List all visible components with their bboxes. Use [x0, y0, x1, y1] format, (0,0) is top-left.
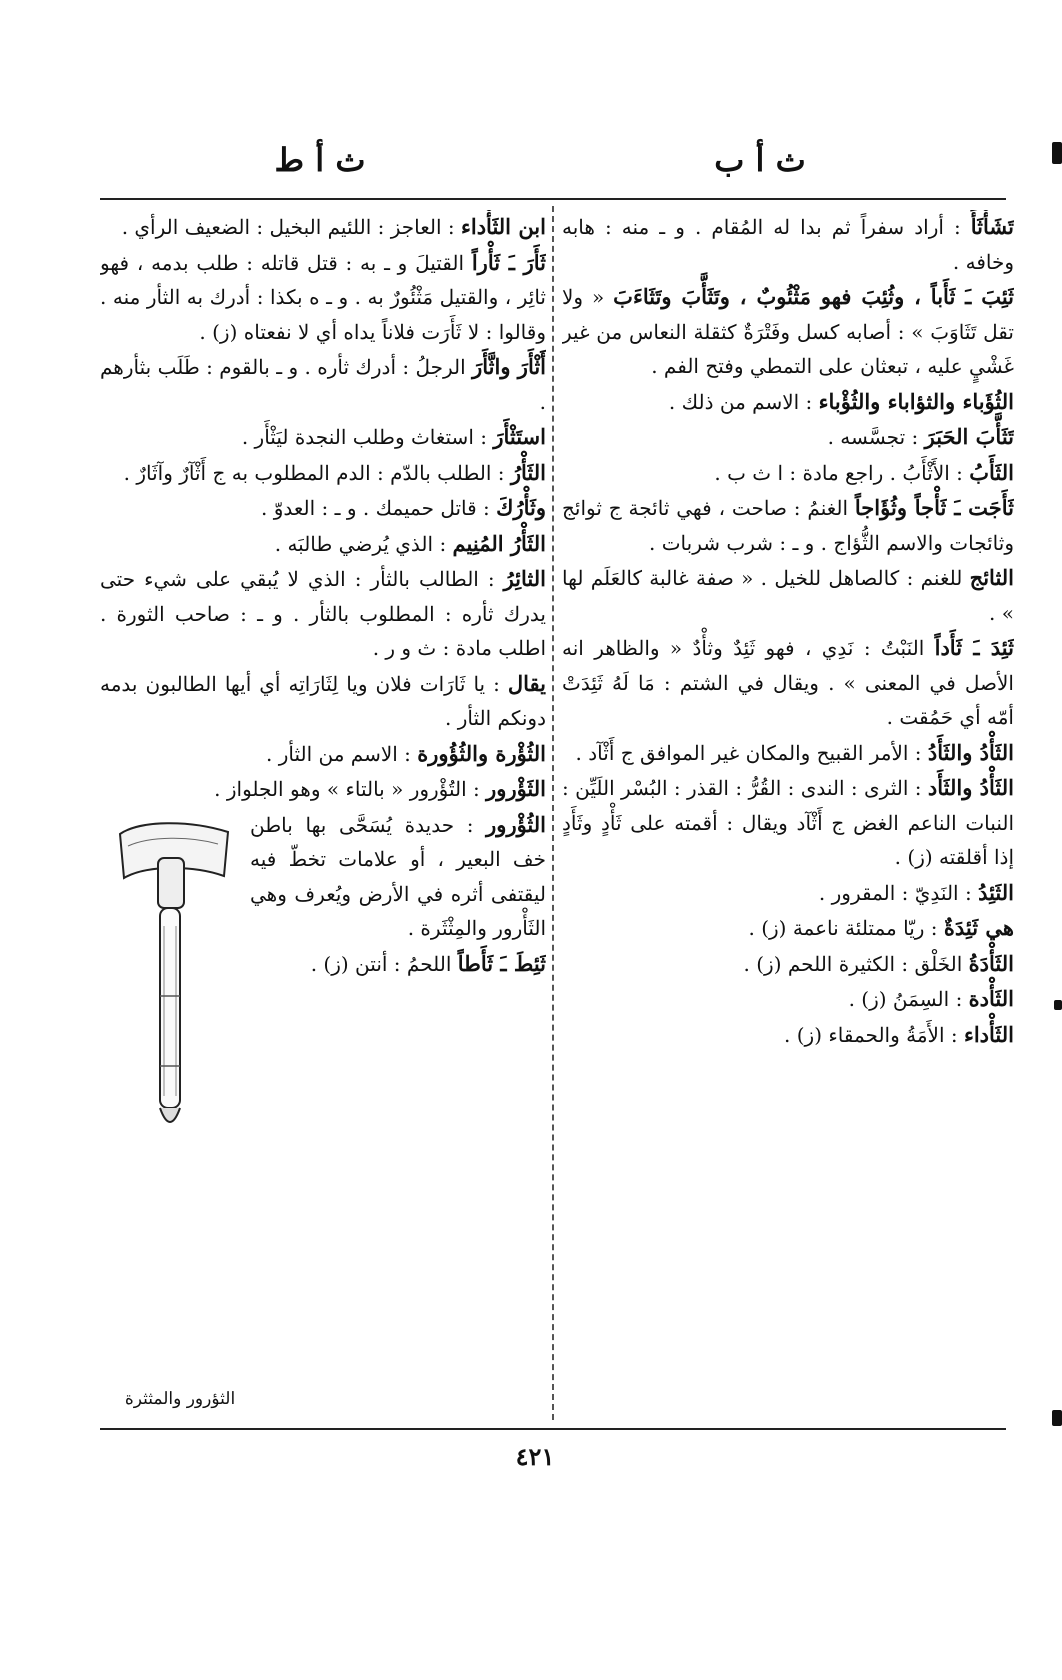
entry	[562, 210, 1014, 279]
definition: : ريّا ممتلئة ناعمة (ز) .	[748, 916, 938, 940]
entry	[562, 982, 1014, 1017]
definition: : التُؤْرور « بالتاء » وهو الجلواز .	[214, 777, 480, 801]
entry	[100, 491, 546, 526]
entry	[562, 491, 1014, 560]
entry	[562, 911, 1014, 946]
headword: الثَأَبُ	[969, 459, 1014, 485]
entry	[250, 947, 546, 982]
definition: : قاتل حميمك . و ـ : العدوّ .	[261, 496, 490, 520]
entry	[562, 771, 1014, 875]
definition: : حديدة يُسَحَّى بها باطن خف البعير ، أو علامات تخطّ فيه ليقتفى أثره في الأرض ويُعرف وهي الثَأْرور والمِثْثَرة .	[250, 812, 546, 940]
headword: هي ثَئِدَةٌ	[943, 915, 1014, 940]
headword: الثَئِدُ	[978, 879, 1014, 905]
entry	[562, 876, 1014, 911]
right-column-heading: ث أ ب	[714, 141, 806, 179]
entry	[562, 280, 1014, 384]
definition: النَبْتُ : نَدِي ، فهو ثَئِدٌ وثأْدٌ « والظاهر انه الأصل في المعنى » . ويقال في الشتم : مَا لَهُ ثَئِدَتْ أمّه أي حَمُقت .	[562, 636, 1014, 729]
definition: « ولا تقل تَثَاوَبَ » : أصابه كسل وفَتْرَةٌ كثقلة النعاس من غير غَشْيٍ عليه ، تبعثان على التمطي وفتح الفم .	[562, 285, 1014, 378]
definition: : العاجز : اللئيم البخيل : الضعيف الرأي .	[121, 215, 455, 239]
headword: الثَأْدُ والثَأَد	[927, 775, 1014, 800]
headword: الثائج	[969, 565, 1014, 590]
definition: للغنم : كالصاهل للخيل . « صفة غالبة كالعَلَم لها » .	[562, 566, 1014, 625]
headword: استَثْأَرَ	[493, 424, 546, 449]
definition: : الاسم من الثأر .	[265, 741, 411, 766]
definition: : الاسم من ذلك .	[668, 389, 813, 414]
headword: ثَئِدَ ـَ ثَأَداً	[934, 635, 1014, 660]
bottom-rule	[100, 1428, 1006, 1430]
scan-mark	[1052, 1410, 1062, 1426]
headword: وثَأْرُكَ	[496, 495, 546, 520]
page-number: ٤٢١	[515, 1442, 555, 1471]
definition: الغنمُ : صاحت ، فهي ثائجة ج ثوائج وثائجات والاسم الثُّؤاج . و ـ : شرب شربات .	[562, 496, 1014, 555]
definition: : أراد سفراً ثم بدا له المُقام . و ـ منه : هابه وخافه .	[562, 215, 1014, 274]
entry	[562, 947, 1014, 982]
entry	[100, 562, 546, 666]
entry	[100, 737, 546, 772]
entry	[562, 1018, 1014, 1053]
top-rule	[100, 198, 1006, 200]
entry	[100, 420, 546, 455]
headword: الثَأْدَةُ	[968, 950, 1014, 976]
headword: الثَأْرُ	[510, 459, 546, 485]
right-column	[562, 210, 1014, 1420]
column-divider	[552, 206, 554, 1420]
entry	[562, 385, 1014, 420]
headword: ثَئِطَ ـَ ثَأَطاً	[457, 950, 546, 976]
entry	[100, 527, 546, 562]
figure-block	[100, 808, 546, 982]
definition: : الطالب بالثأر : الذي لا يُبقي على شيء حتى يدرك ثأره : المطلوب بالثأر . و ـ : صاحب الثورة . اطلب مادة : ث و ر .	[100, 567, 546, 660]
definition: : الأَثْأَبُ . راجع مادة : ا ث ب .	[714, 460, 963, 485]
headword: يقال	[507, 670, 546, 696]
headword: الثُؤْرور	[486, 811, 546, 837]
definition: : النَدِيّ : المقرور .	[818, 880, 972, 905]
headword: الثَأْدة	[968, 986, 1014, 1011]
definition: : الأمر القبيح والمكان غير الموافق ج أَثْآد .	[575, 740, 922, 765]
entry	[100, 772, 546, 807]
entry	[250, 808, 546, 946]
scan-mark	[1052, 142, 1062, 164]
headword: أَثْأَرَ واثَّأَرَ	[472, 354, 546, 379]
left-column	[100, 210, 546, 1420]
definition: : الثرى : الندى : القُرُّ : القذر : البُسْر اللَيِّن : النبات الناعم الغض ج أَثْآد ويقال : أقمته على ثَأْدٍ وثَأَدٍ إذا أقلقته (ز) .	[562, 776, 1014, 869]
entry	[562, 736, 1014, 771]
entry	[562, 561, 1014, 630]
headword: تَثَأَّبَ الحَبَرَ	[924, 424, 1014, 449]
scan-mark	[1054, 1000, 1062, 1010]
definition: : السِمَنُ (ز) .	[848, 987, 963, 1011]
definition: القتيلَ و ـ به : قتل قاتله : طلب بدمه ، فهو ثائِر ، والقتيل مَثْئُورٌ به . و ـ ه بكذا : أدرك به الثأر منه . وقالوا : لا ثَأَرَت فلاناً يداه أي لا نفعتاه (ز) .	[100, 250, 546, 344]
figure-caption: الثؤرور والمثثرة	[124, 1389, 236, 1409]
entry	[562, 420, 1014, 455]
definition: : الذي يُرضي طالبَه .	[274, 531, 447, 556]
entry	[100, 350, 546, 419]
headword: الثَأْدُ والثَأَدُ	[927, 739, 1014, 765]
definition: : تجسَّسه .	[827, 425, 919, 449]
definition: : استغاث وطلب النجدة ليَثْأَر .	[241, 425, 487, 449]
headword: ثَأَجَت ـَ ثَأْجاً وثُؤَاجاً	[854, 495, 1014, 520]
entry	[100, 210, 546, 245]
definition: اللحمُ : أنتن (ز) .	[310, 951, 452, 976]
headword: الثُؤْرة والثُؤُورة	[417, 740, 546, 766]
definition: الرجلُ : أدرك ثأره . و ـ بالقوم : طَلَب بثأرهم .	[100, 355, 546, 414]
entry	[562, 631, 1014, 735]
entry	[100, 667, 546, 736]
entry	[100, 246, 546, 350]
tool-illustration	[100, 816, 240, 1146]
entry	[562, 456, 1014, 491]
headword: الثَؤْرور	[486, 776, 546, 801]
headword: الثَأْداء	[963, 1021, 1014, 1047]
headword: ثَئِبَ ـَ ثَأَباً ، وثُئِبَ فهو مَثْئُوبٌ ، وتَثَأَّبَ وتَثَاءَبَ	[613, 284, 1014, 309]
definition: : الطلب بالدّم : الدم المطلوب به ج أَثْآرٌ وآثَارٌ .	[123, 460, 505, 485]
headword: ابن الثَأْداء	[460, 214, 546, 239]
headword: الثُؤَباء والثؤاباء والثُؤْباء	[818, 388, 1014, 414]
headword: الثَأْرُ المُنِيم	[452, 530, 546, 556]
left-column-heading: ث أ ط	[274, 141, 366, 179]
headword: تَشَأْثَأَ	[970, 214, 1014, 239]
definition: : الأَمَةُ والحمقاء (ز) .	[784, 1022, 958, 1047]
entry	[100, 456, 546, 491]
headword: ثَأَرَ ـَ ثَأْراً	[471, 249, 546, 275]
definition: : يا ثَارَات فلان ويا لِثَارَاتِه أي أيها الطالبون بدمه دونكم الثأر .	[100, 671, 546, 730]
definition: الخَلْق : الكثيرة اللحم (ز) .	[743, 951, 963, 976]
headword: الثائِرُ	[503, 566, 546, 591]
